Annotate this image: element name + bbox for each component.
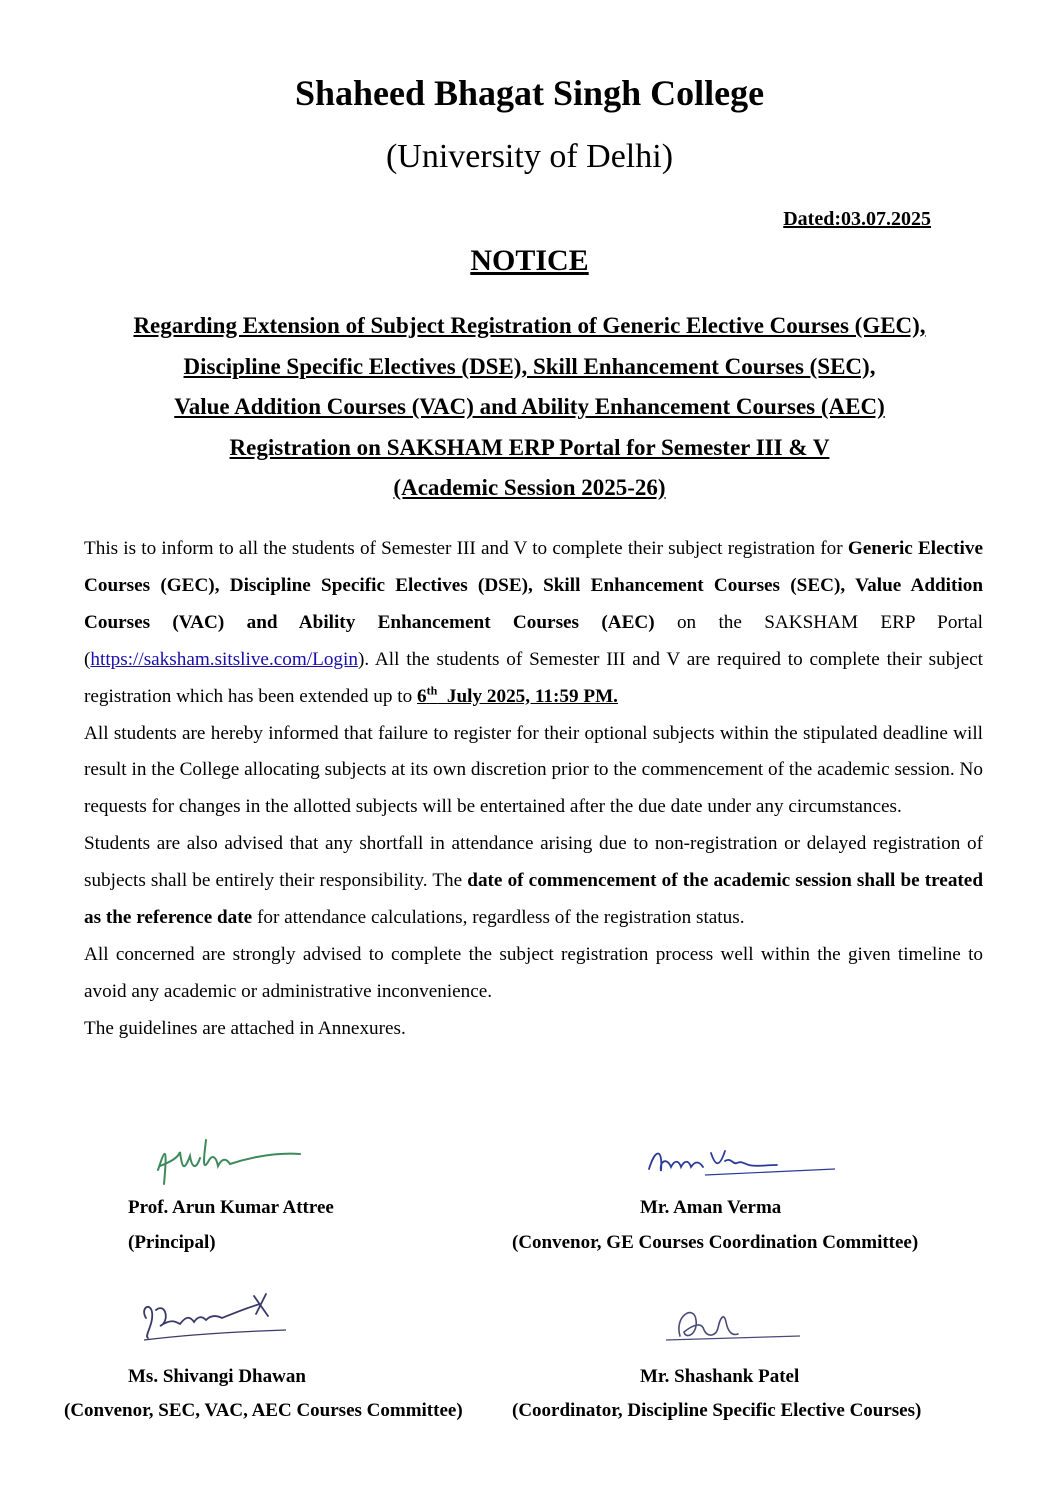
reference-date-note: date of commencement of the academic session shall be treated as the reference date: [84, 870, 983, 929]
signatory-name: Ms. Shivangi Dhawan: [128, 1366, 306, 1387]
signatory-name: Mr. Aman Verma: [640, 1197, 782, 1218]
saksham-portal-link[interactable]: https://saksham.sitslive.com/Login: [90, 648, 358, 670]
university-name: (University of Delhi): [385, 138, 674, 175]
college-name: Shaheed Bhagat Singh College: [294, 73, 765, 113]
paragraph-attendance: Students are also advised that any shortfall in attendance arising due to non-registration or delayed registration of subjects shall be entirely their responsibility. The date of commencement of the academic session shall be treated as the reference date for attendance calculations, regardless of the registration status.: [84, 833, 983, 929]
signatory-role: (Convenor, SEC, VAC, AEC Courses Committee): [64, 1400, 463, 1421]
signatory-name: Mr. Shashank Patel: [640, 1366, 800, 1387]
signatory-role: (Convenor, GE Courses Coordination Committee): [512, 1232, 919, 1253]
notice-body: [84, 531, 983, 1048]
notice-subject: [40, 306, 1019, 509]
paragraph-registration: This is to inform to all the students of Semester III and V to complete their subject registration for Generic Elective Courses (GEC), Discipline Specific Electives (DSE), Skill Enhancement Courses (SEC), Value Addition Courses (VAC) and Ability Enhancement Courses (AEC) on the SAKSHAM ERP Portal (https://saksham.sitslive.com/Login). All the students of Semester III and V are required to complete their subject registration which has been extended up to 6th July 2025, 11:59 PM.: [84, 538, 983, 707]
notice-date: Dated:03.07.2025: [783, 208, 931, 230]
subject-line: Discipline Specific Electives (DSE), Skill Enhancement Courses (SEC),: [183, 353, 876, 379]
subject-line: Registration on SAKSHAM ERP Portal for Semester III & V: [229, 434, 830, 460]
signatory-role: (Principal): [128, 1232, 216, 1253]
signatory-name: Prof. Arun Kumar Attree: [128, 1197, 334, 1218]
subject-line: Value Addition Courses (VAC) and Ability Enhancement Courses (AEC): [174, 394, 885, 419]
principal-signature: [150, 1132, 310, 1192]
paragraph-guidelines: The guidelines are attached in Annexures.: [84, 1017, 406, 1039]
convenor-ge-signature: [645, 1143, 845, 1183]
coordinator-dse-signature: [660, 1300, 810, 1350]
registration-deadline: 6th July 2025, 11:59 PM.: [417, 683, 618, 707]
paragraph-failure: All students are hereby informed that failure to register for their optional subjects within the stipulated deadline will result in the College allocating subjects at its own discretion prior to the commencement of the academic session. No requests for changes in the allotted subjects will be entertained after the due date under any circumstances.: [84, 722, 983, 818]
subject-line: Regarding Extension of Subject Registration of Generic Elective Courses (GEC),: [133, 313, 926, 338]
course-list: Generic Elective Courses (GEC), Discipline Specific Electives (DSE), Skill Enhancement Courses (SEC), Value Addition Courses (VAC) and Ability Enhancement Courses (AEC): [84, 538, 983, 633]
notice-title: NOTICE: [470, 244, 589, 277]
convenor-sec-signature: [136, 1288, 296, 1348]
paragraph-advice: All concerned are strongly advised to complete the subject registration process well within the given timeline to avoid any academic or administrative inconvenience.: [84, 943, 983, 1002]
signatory-role: (Coordinator, Discipline Specific Elective Courses): [512, 1400, 922, 1421]
subject-line: (Academic Session 2025-26): [393, 475, 666, 500]
